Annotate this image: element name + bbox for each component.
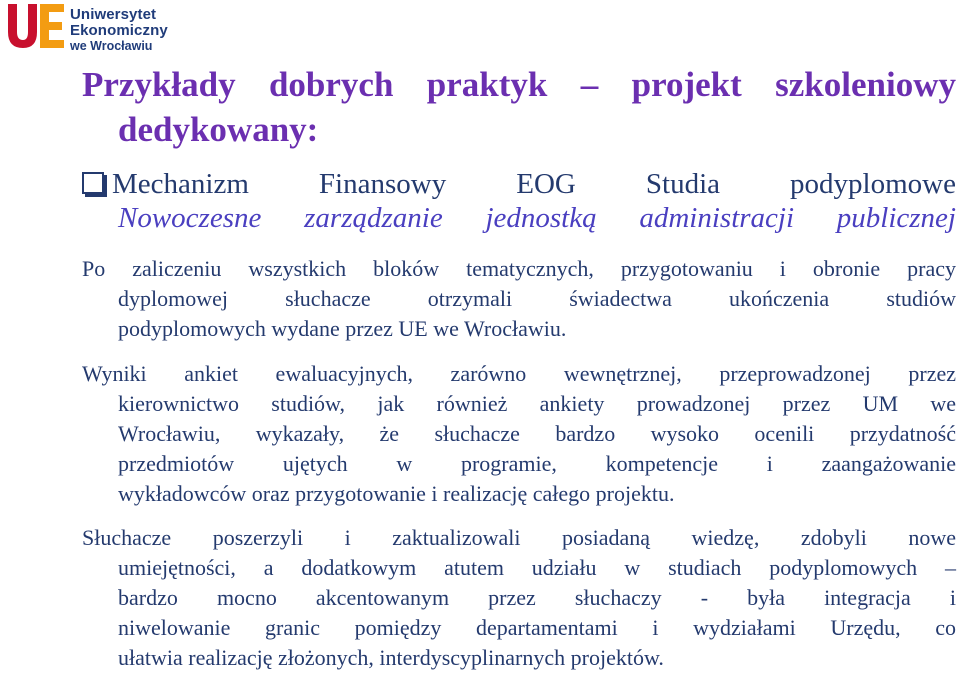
paragraph-line: umiejętności, a dodatkowym atutem udziału w studiach podyplomowych – xyxy=(118,555,956,580)
paragraph-line: kierownictwo studiów, jak również ankiety prowadzonej przez UM we xyxy=(118,391,956,416)
ue-logo-mark xyxy=(4,2,66,52)
paragraph-line: przedmiotów ujętych w programie, kompetencje i zaangażowanie xyxy=(118,451,956,476)
paragraph-participant-gains xyxy=(82,523,956,673)
paragraph-line: niwelowanie granic pomiędzy departamentami i wydziałami Urzędu, co xyxy=(118,615,956,640)
paragraph-completion xyxy=(82,254,956,344)
logo-university-name: Uniwersytet Ekonomiczny xyxy=(70,6,168,39)
page-title xyxy=(82,62,956,152)
title-line-1: Przykłady dobrych praktyk – projekt szkoleniowy xyxy=(82,65,956,104)
paragraph-line: Po zaliczeniu wszystkich bloków tematycznych, przygotowaniu i obronie pracy xyxy=(82,256,956,281)
paragraph-line: Słuchacze poszerzyli i zaktualizowali posiadaną wiedzę, zdobyli nowe xyxy=(82,525,956,550)
paragraph-line: podyplomowych wydane przez UE we Wrocławiu. xyxy=(118,316,567,341)
program-bullet xyxy=(82,166,956,235)
paragraph-line: bardzo mocno akcentowanym przez słuchaczy - była integracja i xyxy=(118,585,956,610)
paragraph-line: ułatwia realizację złożonych, interdyscyplinarnych projektów. xyxy=(118,645,664,670)
title-line-2: dedykowany: xyxy=(118,110,319,149)
paragraph-line: Wyniki ankiet ewaluacyjnych, zarówno wewnętrznej, przeprowadzonej przez xyxy=(82,361,956,386)
program-subtitle: Nowoczesne zarządzanie jednostką administracji publicznej xyxy=(118,202,956,234)
logo-city: we Wrocławiu xyxy=(70,38,153,53)
paragraph-line: dyplomowej słuchacze otrzymali świadectwa ukończenia studiów xyxy=(118,286,956,311)
university-logo xyxy=(4,2,244,54)
paragraph-survey-results xyxy=(82,359,956,509)
paragraph-line: wykładowców oraz przygotowanie i realizację całego projektu. xyxy=(118,481,675,506)
paragraph-line: Wrocławiu, wykazały, że słuchacze bardzo wysoko ocenili przydatność xyxy=(118,421,956,446)
checkbox-bullet-icon xyxy=(82,172,104,194)
program-name: Mechanizm Finansowy EOG Studia podyplomowe xyxy=(112,168,956,200)
